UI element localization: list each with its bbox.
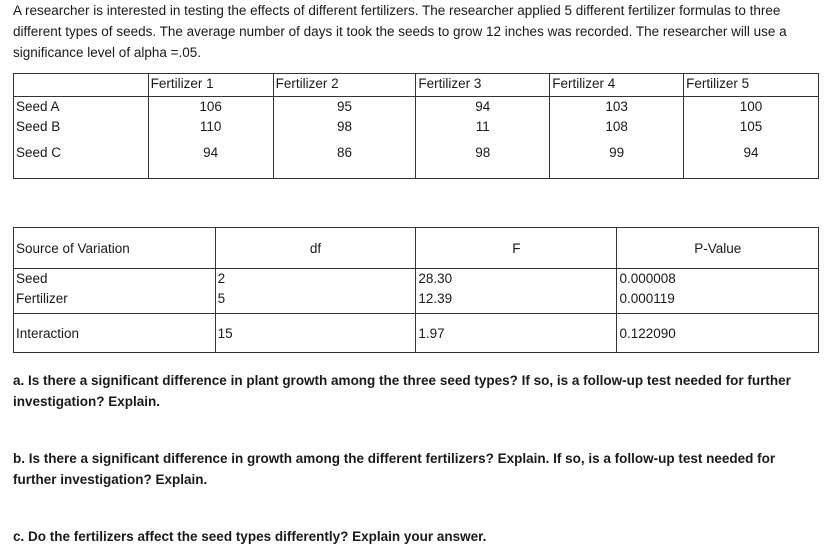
- table-row: [14, 289, 819, 314]
- col-header: Fertilizer 4: [550, 74, 684, 97]
- cell: 98: [416, 137, 550, 179]
- cell: 106: [148, 97, 273, 118]
- row-label: Interaction: [14, 314, 216, 353]
- cell: 103: [550, 97, 684, 118]
- row-label: Seed B: [14, 117, 149, 137]
- question-b: b. Is there a significant difference in growth among the different fertilizers? Explain. If so, is a follow-up test needed for further investigation? Explain.: [13, 451, 776, 487]
- cell: 94: [416, 97, 550, 118]
- table-row: [14, 97, 819, 118]
- cell: 5: [215, 289, 416, 314]
- data-table: [13, 73, 819, 179]
- anova-table: [13, 227, 819, 353]
- data-table-header-row: [14, 74, 819, 97]
- cell: 1.97: [416, 314, 617, 353]
- cell: 94: [148, 137, 273, 179]
- cell: 15: [215, 314, 416, 353]
- cell: 98: [273, 117, 416, 137]
- row-label: Seed C: [14, 137, 149, 179]
- cell: 0.122090: [617, 314, 819, 353]
- anova-header-row: [14, 228, 819, 269]
- cell: 100: [684, 97, 819, 118]
- col-header: Fertilizer 5: [684, 74, 819, 97]
- col-header: P-Value: [617, 228, 819, 269]
- cell: 2: [215, 269, 416, 290]
- cell: 108: [550, 117, 684, 137]
- data-table-corner: [14, 74, 149, 97]
- cell: 0.000008: [617, 269, 819, 290]
- question-c: c. Do the fertilizers affect the seed types differently? Explain your answer.: [13, 529, 487, 544]
- cell: 110: [148, 117, 273, 137]
- table-row: [14, 314, 819, 353]
- cell: 95: [273, 97, 416, 118]
- col-header: F: [416, 228, 617, 269]
- table-row: [14, 117, 819, 137]
- cell: 11: [416, 117, 550, 137]
- col-header: Fertilizer 3: [416, 74, 550, 97]
- col-header: Source of Variation: [14, 228, 216, 269]
- col-header: df: [215, 228, 416, 269]
- cell: 94: [684, 137, 819, 179]
- table-row: [14, 269, 819, 290]
- cell: 28.30: [416, 269, 617, 290]
- cell: 12.39: [416, 289, 617, 314]
- intro-text: A researcher is interested in testing the effects of different fertilizers. The researcher applied 5 different fertilizer formulas to three different types of seeds. The average number of days it took the seeds to grow 12 inches was recorded. The researcher will use a significance level of alpha =.05.: [13, 3, 787, 60]
- table-row: [14, 137, 819, 179]
- row-label: Seed A: [14, 97, 149, 118]
- cell: 105: [684, 117, 819, 137]
- col-header: Fertilizer 1: [148, 74, 273, 97]
- cell: 99: [550, 137, 684, 179]
- cell: 86: [273, 137, 416, 179]
- col-header: Fertilizer 2: [273, 74, 416, 97]
- row-label: Fertilizer: [14, 289, 216, 314]
- question-a: a. Is there a significant difference in plant growth among the three seed types? If so, is a follow-up test needed for further investigation? Explain.: [13, 373, 791, 409]
- row-label: Seed: [14, 269, 216, 290]
- cell: 0.000119: [617, 289, 819, 314]
